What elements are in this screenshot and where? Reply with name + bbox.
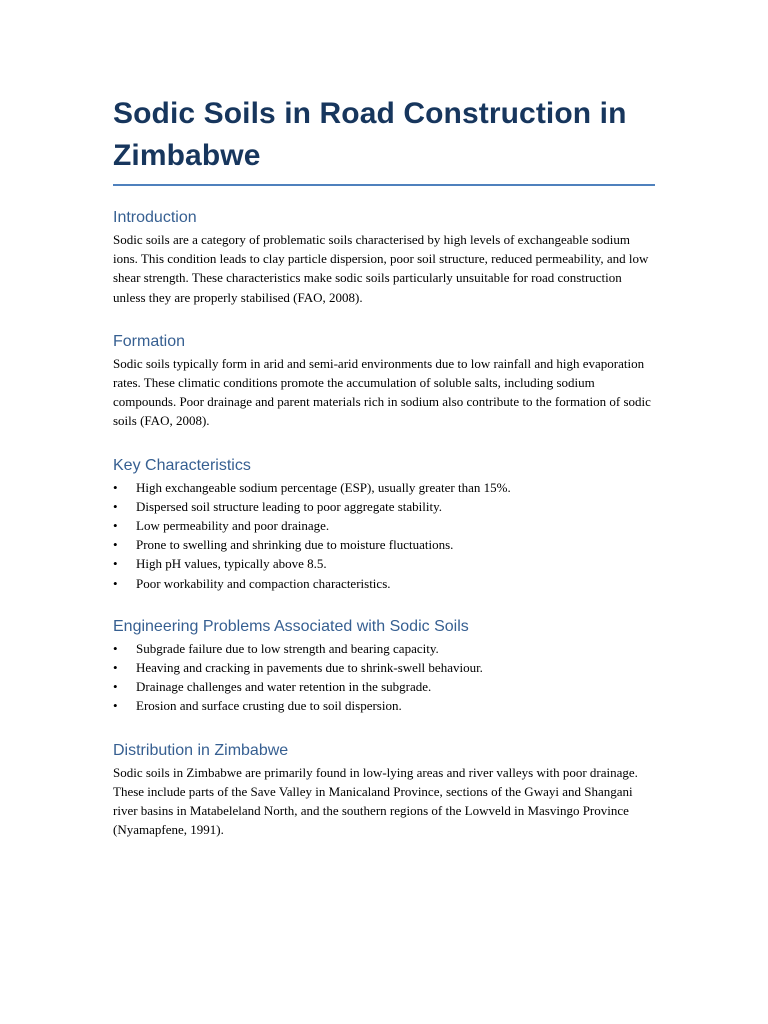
list-item	[113, 516, 655, 535]
list-item-text: Heaving and cracking in pavements due to shrink-swell behaviour.	[136, 660, 483, 676]
list-item-text: Subgrade failure due to low strength and bearing capacity.	[136, 640, 439, 656]
list-item-text: Prone to swelling and shrinking due to moisture fluctuations.	[136, 537, 454, 553]
document-title: Sodic Soils in Road Construction in Zimbabwe	[113, 93, 655, 186]
bullet-icon: •	[113, 498, 118, 514]
bullet-icon: •	[113, 575, 118, 591]
list-item-text: Drainage challenges and water retention in the subgrade.	[136, 679, 432, 695]
list-item	[113, 677, 655, 696]
list-item-text: Poor workability and compaction characteristics.	[136, 575, 391, 591]
list-item	[113, 497, 655, 516]
bullet-list-characteristics	[113, 478, 655, 593]
list-item-text: High pH values, typically above 8.5.	[136, 556, 327, 572]
bullet-list-problems	[113, 639, 655, 716]
list-item	[113, 639, 655, 658]
section-heading-engineering-problems: Engineering Problems Associated with Sodic Soils	[113, 617, 469, 635]
list-item	[113, 478, 655, 497]
bullet-icon: •	[113, 518, 118, 534]
bullet-icon: •	[113, 479, 118, 495]
section-formation	[113, 332, 655, 431]
list-item-text: Dispersed soil structure leading to poor aggregate stability.	[136, 498, 443, 514]
list-item	[113, 658, 655, 677]
section-key-characteristics	[113, 456, 655, 593]
list-item-text: Erosion and surface crusting due to soil dispersion.	[136, 698, 402, 714]
section-heading-distribution: Distribution in Zimbabwe	[113, 741, 289, 759]
bullet-icon: •	[113, 537, 118, 553]
list-item	[113, 535, 655, 554]
bullet-icon: •	[113, 679, 118, 695]
section-distribution-in-zimbabwe	[113, 741, 655, 840]
section-heading-introduction: Introduction	[113, 209, 197, 226]
section-heading-formation: Formation	[113, 332, 186, 350]
bullet-icon: •	[113, 556, 118, 572]
bullet-icon: •	[113, 660, 118, 676]
section-paragraph-introduction: Sodic soils are a category of problematic soils characterised by high levels of exchangeable sodium ions. This condition leads to clay particle dispersion, poor soil structure, reduced permeability, and low shear strength. These characteristics make sodic soils particularly unsuitable for road construction unless they are properly stabilised (FAO, 2008).	[113, 232, 649, 305]
bullet-icon: •	[113, 698, 118, 714]
list-item	[113, 554, 655, 573]
bullet-icon: •	[113, 640, 118, 656]
list-item-text: Low permeability and poor drainage.	[136, 518, 330, 534]
list-item	[113, 574, 655, 593]
section-paragraph-distribution: Sodic soils in Zimbabwe are primarily found in low-lying areas and river valleys with poor drainage. These include parts of the Save Valley in Manicaland Province, sections of the Gwayi and Shangani river basins in Matabeleland North, and the southern regions of the Lowveld in Masvingo Province (Nyamapfene, 1991).	[113, 764, 638, 838]
section-paragraph-formation: Sodic soils typically form in arid and semi-arid environments due to low rainfall and high evaporation rates. These climatic conditions promote the accumulation of soluble salts, including sodium compounds. Poor drainage and parent materials rich in sodium also contribute to the formation of sodic soils (FAO, 2008).	[113, 355, 651, 429]
section-heading-key-characteristics: Key Characteristics	[113, 456, 251, 474]
section-introduction	[113, 208, 655, 307]
list-item	[113, 696, 655, 715]
list-item-text: High exchangeable sodium percentage (ESP), usually greater than 15%.	[136, 479, 511, 495]
section-engineering-problems	[113, 617, 655, 716]
